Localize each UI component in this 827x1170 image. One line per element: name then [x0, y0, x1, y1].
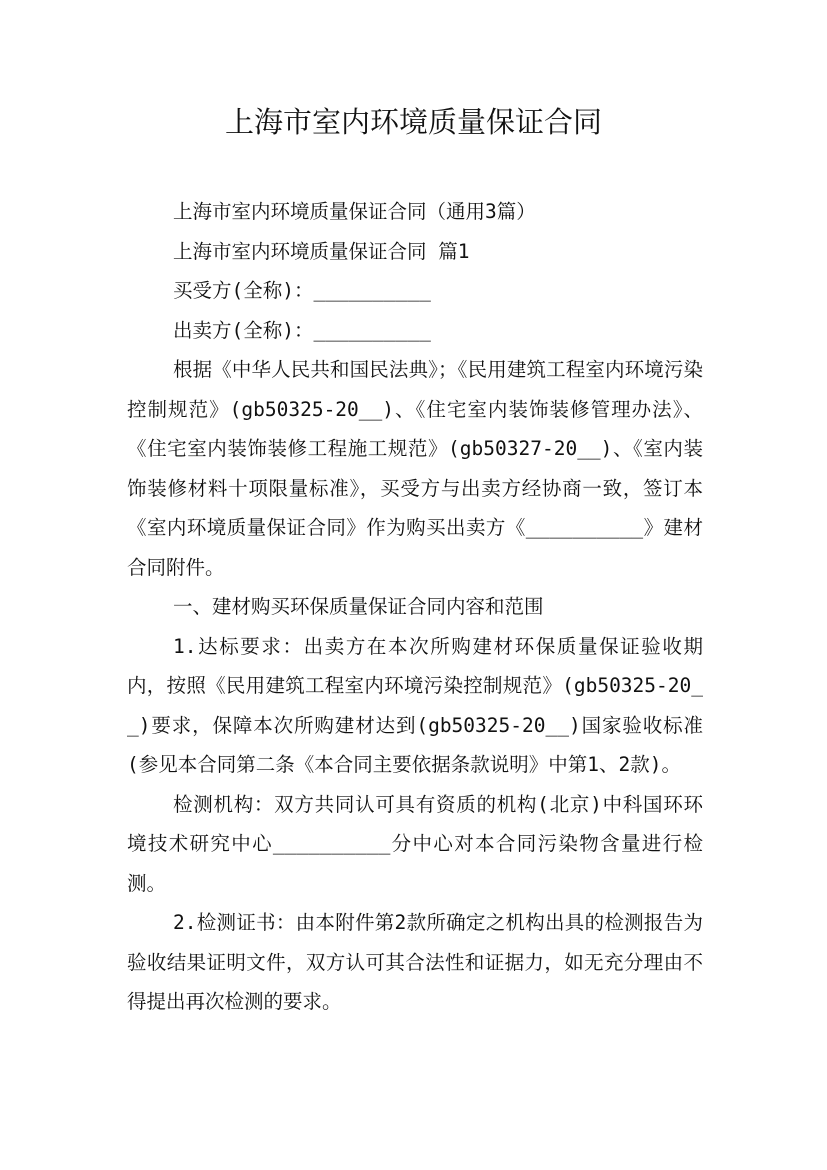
- paragraph-section-heading: 一、建材购买环保质量保证合同内容和范围: [173, 595, 544, 618]
- paragraph-testing-agency: 检测机构：双方共同认可具有资质的机构(北京)中科国环环境技术研究中心__________分中心对本合同污染物含量进行检测。: [127, 792, 703, 895]
- paragraph-buyer-name: 买受方(全称)：__________: [173, 279, 431, 302]
- document-body: [127, 192, 703, 1022]
- document-title: 上海市室内环境质量保证合同: [224, 105, 602, 139]
- paragraph-basis: 根据《中华人民共和国民法典》；《民用建筑工程室内环境污染控制规范》(gb50325-20__)、《住宅室内装饰装修管理办法》、《住宅室内装饰装修工程施工规范》(gb50327-20__)、《室内装饰装修材料十项限量标准》，买受方与出卖方经协商一致，签订本《室内环境质量保证合同》作为购买出卖方《__________》建材合同附件。: [127, 358, 703, 579]
- paragraph-subtitle: 上海市室内环境质量保证合同（通用3篇）: [173, 200, 536, 223]
- paragraph-test-certificate: 2.检测证书：由本附件第2款所确定之机构出具的检测报告为验收结果证明文件，双方认可其合法性和证据力，如无充分理由不得提出再次检测的要求。: [127, 911, 703, 1013]
- paragraph-standard-requirement: 1.达标要求：出卖方在本次所购建材环保质量保证验收期内，按照《民用建筑工程室内环境污染控制规范》(gb50325-20__)要求，保障本次所购建材达到(gb50325-20__)国家验收标准(参见本合同第二条《本合同主要依据条款说明》中第1、2款)。: [127, 634, 703, 776]
- paragraph-seller-name: 出卖方(全称)：__________: [173, 318, 431, 342]
- paragraph-chapter-heading: 上海市室内环境质量保证合同 篇1: [173, 239, 470, 263]
